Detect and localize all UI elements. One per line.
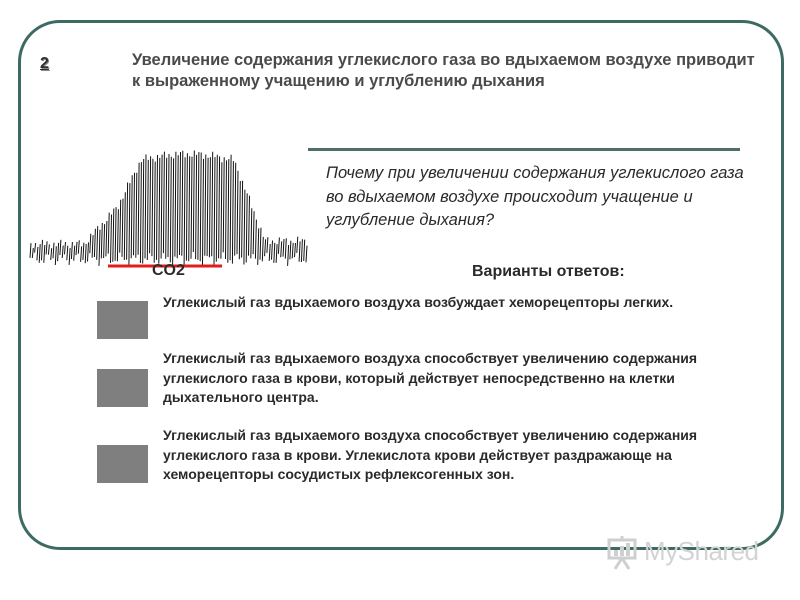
slide-number: 2 bbox=[40, 55, 49, 72]
presentation-board-icon bbox=[606, 535, 640, 571]
spirogram-waveform bbox=[30, 151, 307, 266]
answer-option-2-button[interactable] bbox=[97, 369, 148, 407]
spirogram-graph bbox=[28, 150, 310, 278]
question-text: Почему при увеличении содержания углекислого газа во вдыхаемом воздухе происходит учащение и углубление дыхания? bbox=[326, 164, 744, 229]
divider-line bbox=[308, 148, 740, 151]
answer-option-3-text: Углекислый газ вдыхаемого воздуха способствует увеличению содержания углекислого газа в крови. Углекислота крови действует раздражающе на хеморецепторы сосудистых рефлексогенных зон. bbox=[163, 427, 698, 482]
slide-title: Увеличение содержания углекислого газа во вдыхаемом воздухе приводит к выраженному учащению и углублению дыхания bbox=[132, 51, 755, 90]
answer-option-1-button[interactable] bbox=[97, 301, 148, 339]
answer-option-1-text: Углекислый газ вдыхаемого воздуха возбуждает хеморецепторы легких. bbox=[163, 294, 674, 310]
answer-option-2-text: Углекислый газ вдыхаемого воздуха способствует увеличению содержания углекислого газа в крови, который действует непосредственно на клетки дыхательного центра. bbox=[163, 350, 698, 405]
watermark bbox=[606, 535, 776, 571]
answer-option-3-button[interactable] bbox=[97, 445, 148, 483]
co2-label: CO2 bbox=[152, 262, 185, 279]
answers-heading: Варианты ответов: bbox=[472, 263, 625, 280]
watermark-text: MyShared bbox=[644, 536, 759, 566]
